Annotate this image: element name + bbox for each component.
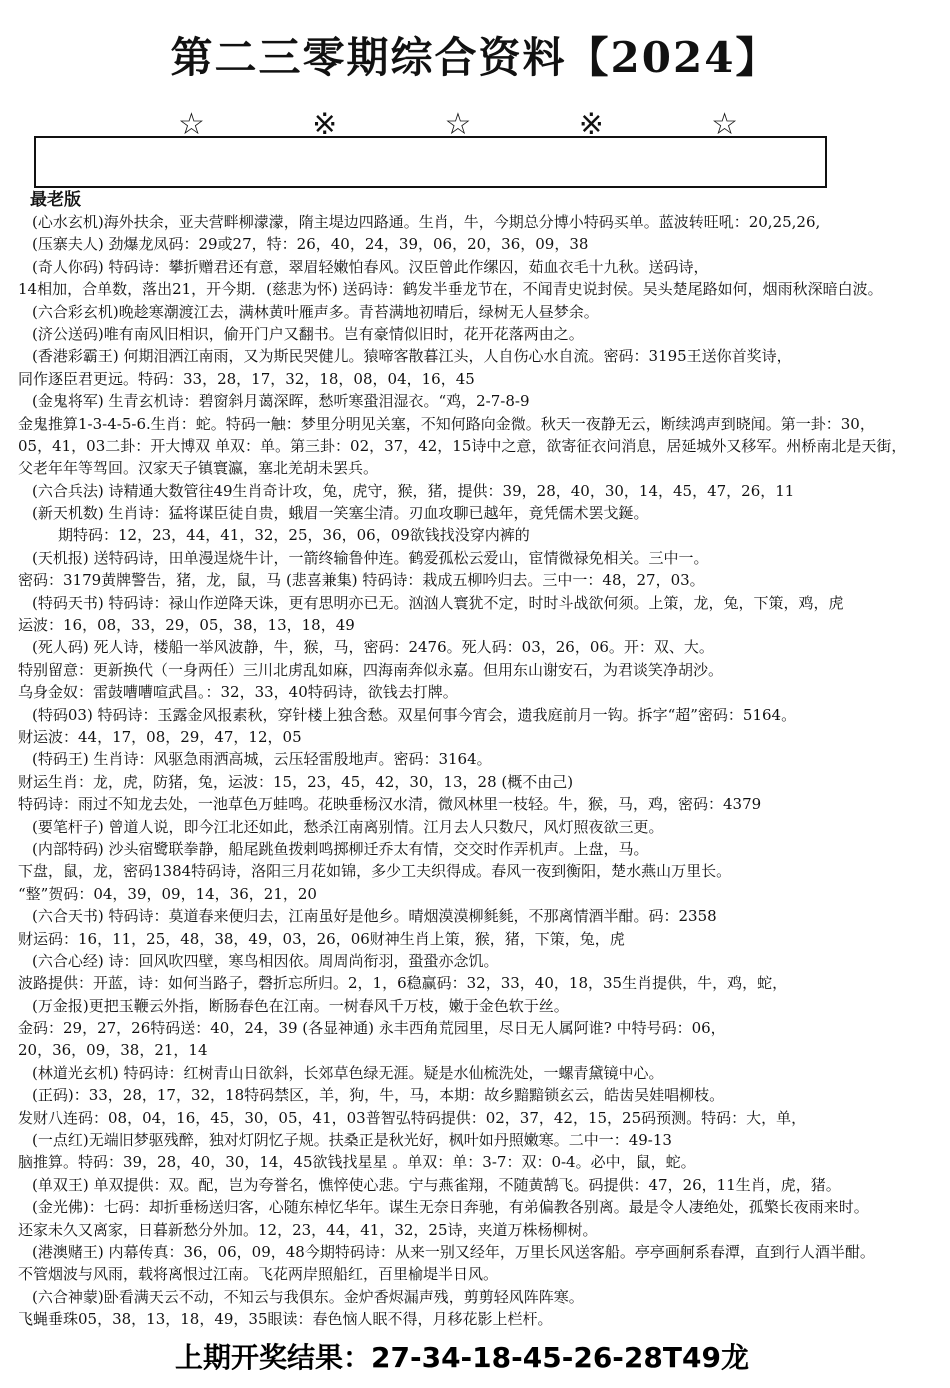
text-line: 同作逐臣君更远。特码：33，28，17，32，18，08，04，16，45	[18, 369, 475, 388]
content-body	[18, 211, 938, 1331]
text-line: 特别留意：更新换代（一身两任）三川北虏乱如麻，四海南奔似永嘉。但用东山谢安石，为君谈笑净胡沙。	[18, 660, 724, 679]
text-line: 14相加，合单数，落出21，开今期．(慈悲为怀) 送码诗：鹤发半垂龙节在，不闻青史说封侯。吴头楚尾路如何，烟雨秋深暗白波。	[18, 280, 883, 299]
text-line: 期特码：12，23，44，41，32，25，36，06，09欲钱找没穿内裤的	[58, 526, 530, 545]
text-line: 不管烟波与风雨，载将离恨过江南。飞花两岸照船红，百里榆堤半日风。	[18, 1265, 499, 1284]
text-line: 脑推算。特码：39，28，40，30，14，45欲钱找星星 。单双：单：3-7：双：0-4。必中，鼠，蛇。	[18, 1153, 696, 1172]
last-draw-result: 上期开奖结果：27-34-18-45-26-28T49龙	[175, 1341, 749, 1374]
text-line: 下盘，鼠，龙，密码1384特码诗，洛阳三月花如锦，多少工夫织得成。春风一夜到衡阳，楚水燕山万里长。	[18, 862, 732, 881]
text-line: (一点红)无端旧梦驱残醉，独对灯阴忆子规。扶桑正是秋光好，枫叶如丹照嫩寒。二中一：49-13	[32, 1131, 672, 1150]
edition-label: 最老版	[30, 190, 81, 210]
text-line: (港澳赌王) 内幕传真：36，06，09，48今期特码诗：从来一别又经年，万里长风送客船。亭亭画舸系春潭，直到行人酒半酣。	[32, 1242, 875, 1261]
star-icon: ☆	[444, 107, 472, 142]
text-line: 还家未久又离家，日暮新愁分外加。12，23，44，41，32，25诗，夹道万株杨柳树。	[18, 1220, 598, 1239]
reference-mark-icon: ※	[312, 107, 338, 142]
text-line: 特码诗：雨过不知龙去处，一池草色万蛙鸣。花映垂杨汉水清，微风林里一枝轻。牛，猴，马，鸡，密码：4379	[18, 795, 762, 814]
text-line: (正码)：33，28，17，32，18特码禁区，羊，狗，牛，马，本期：故乡黯黯锁玄云，皓齿吴娃唱柳枝。	[32, 1086, 725, 1105]
text-line: 波路提供：开蓝，诗：如何当路子，磬折忘所归。2，1，6稳赢码：32，33，40，18，35生肖提供，牛，鸡，蛇，	[18, 974, 788, 993]
text-line: (六合天书) 特码诗：莫道春来便归去，江南虽好是他乡。晴烟漠漠柳毵毵，不那离情酒半酣。码：2358	[32, 907, 717, 926]
text-line: (死人码) 死人诗，楼船一举风波静，牛，猴，马，密码：2476。死人码：03，26，06。开：双、大。	[32, 638, 714, 657]
text-line: 20，36，09，38，21，14	[18, 1041, 208, 1060]
text-line: (香港彩霸王) 何期泪洒江南雨，又为斯民哭健儿。猿啼客散暮江头，人自伤心水自流。密码：3195王送你首奖诗，	[32, 347, 792, 366]
text-line: (六合彩玄机)晚趁寒潮渡江去，满林黄叶雁声多。青苔满地初晴后，绿树无人昼梦余。	[32, 302, 599, 321]
text-line: 密码：3179黄牌警告，猪，龙，鼠，马 (悲喜兼集) 特码诗：栽成五柳吟归去。三中一：48，27，03。	[18, 571, 705, 590]
text-line: (万金报)更把玉鞭云外指，断肠春色在江南。一树春风千万枝，嫩于金色软于丝。	[32, 996, 569, 1015]
text-line: (特码王) 生肖诗：风驱急雨洒高城，云压轻雷殷地声。密码：3164。	[32, 750, 492, 769]
star-icon: ☆	[178, 107, 205, 142]
blank-banner-box	[34, 136, 827, 188]
text-line: (六合神蒙)卧看满天云不动，不知云与我俱东。金炉香烬漏声残，剪剪轻风阵阵寒。	[32, 1287, 584, 1306]
text-line: 父老年年等驾回。汉家天子镇寰瀛，塞北羌胡未罢兵。	[18, 459, 379, 478]
text-line: (内部特码) 沙头宿鹭联拳静，船尾跳鱼拨剌鸣掷柳迁乔太有情，交交时作弄机声。上盘，马。	[32, 839, 649, 858]
text-line: 财运波：44，17，08，29，47，12，05	[18, 727, 302, 746]
text-line: (心水玄机)海外扶余，亚夫营畔柳濛濛，隋主堤边四路通。生肖，牛，今期总分博小特码买单。蓝波转旺吼：20,25,26,	[32, 213, 821, 231]
text-line: (特码03) 特码诗：玉露金风报素秋，穿针楼上独含愁。双星何事今宵会，遗我庭前月一钩。拆字“超”密码：5164。	[32, 705, 797, 724]
text-line: 财运码：16，11，25，48，38，49，03，26，06财神生肖上策，猴，猪，下策，兔，虎	[18, 929, 625, 948]
text-line: (单双王) 单双提供：双。配，岂为夸誉名，憔悴使心悲。宁与燕雀翔，不随黄鹄飞。码提供：47，26，11生肖，虎，猪。	[32, 1175, 841, 1194]
text-line: (六合心经) 诗：回风吹四壁，寒鸟相因依。周周尚衔羽，蛩蛩亦念饥。	[32, 951, 499, 970]
text-line: (新天机数) 生肖诗：猛将谋臣徒自贵，蛾眉一笑塞尘清。刃血攻聊已越年，竟凭儒术罢戈鋋。	[32, 504, 649, 523]
text-line: (金鬼将军) 生青玄机诗：碧窗斜月蔼深晖，愁听寒蛩泪湿衣。“鸡，2-7-8-9	[32, 392, 530, 411]
text-line: (压寨夫人) 劲爆龙凤码：29或27，特：26，40，24，39，06，20，36，09，38	[32, 235, 589, 254]
text-line: (济公送码)唯有南风旧相识，偷开门户又翻书。岂有豪情似旧时，花开花落两由之。	[32, 324, 584, 343]
text-line: (要笔杆子) 曾道人说，即今江北还如此，愁杀江南离别情。江月去人只数尺，风灯照夜欲三更。	[32, 817, 664, 836]
text-line: (特码天书) 特码诗：禄山作逆降天诛，更有思明亦已无。汹汹人寰犹不定，时时斗战欲何须。上策，龙，兔，下策，鸡，虎	[32, 593, 844, 612]
page-title: 第二三零期综合资料【2024】	[170, 33, 780, 82]
text-line: (奇人你码) 特码诗：攀折赠君还有意，翠眉轻嫩怕春风。汉臣曾此作缧囚，茹血衣毛十九秋。送码诗，	[32, 257, 709, 276]
text-line: 财运生肖：龙，虎，防猪，兔，运波：15，23，45，42，30，13，28 (概不由己)	[18, 772, 574, 791]
reference-mark-icon: ※	[578, 107, 604, 142]
text-line: 05，41，03二卦：开大博双 单双：单。第三卦：02，37，42，15诗中之意，欲寄征衣问消息，居延城外又移军。州桥南北是天街，	[18, 436, 907, 455]
text-line: 金码：29，27，26特码送：40，24，39 (各显神通) 永丰西角荒园里，尽日无人属阿谁? 中特号码：06，	[18, 1019, 726, 1038]
text-line: 运波：16，08，33，29，05，38，13，18，49	[18, 616, 355, 635]
text-line: 发财八连码：08，04，16，45，30，05，41，03普智弘特码提供：02，37，42，15，25码预测。特码：大，单，	[18, 1108, 807, 1127]
text-line: “整”贺码：04，39，09，14，36，21，20	[18, 884, 317, 903]
text-line: 乌身金奴：雷鼓嘈嘈喧武昌。：32，33，40特码诗，欲钱去打牌。	[18, 683, 458, 702]
text-line: 飞蝇垂珠05，38，13，18，49，35眼读：春色恼人眠不得，月移花影上栏杆。	[18, 1310, 553, 1329]
text-line: (六合兵法) 诗精通大数管往49生肖奇计攻，兔，虎守，猴，猪，提供：39，28，40，30，14，45，47，26，11	[32, 481, 795, 500]
text-line: (金光佛)：七码：却折垂杨送归客，心随东棹忆华年。谋生无奈日奔驰，有弟偏教各别离。最是令人凄绝处，孤檠长夜雨来时。	[32, 1198, 869, 1217]
text-line: (林道光玄机) 特码诗：红树青山日欲斜，长郊草色绿无涯。疑是水仙梳洗处，一螺青黛镜中心。	[32, 1063, 664, 1082]
text-line: 金鬼推算1-3-4-5-6.生肖：蛇。特码一触：梦里分明见关塞，不知何路向金微。秋天一夜静无云，断续鸿声到晓闻。第一卦：30，	[18, 414, 875, 433]
text-line: (天机报) 送特码诗，田单漫逞烧牛计，一箭终输鲁仲连。鹤爱孤松云爱山，宦情微禄免相关。三中一。	[32, 548, 709, 567]
star-icon: ☆	[711, 107, 738, 142]
